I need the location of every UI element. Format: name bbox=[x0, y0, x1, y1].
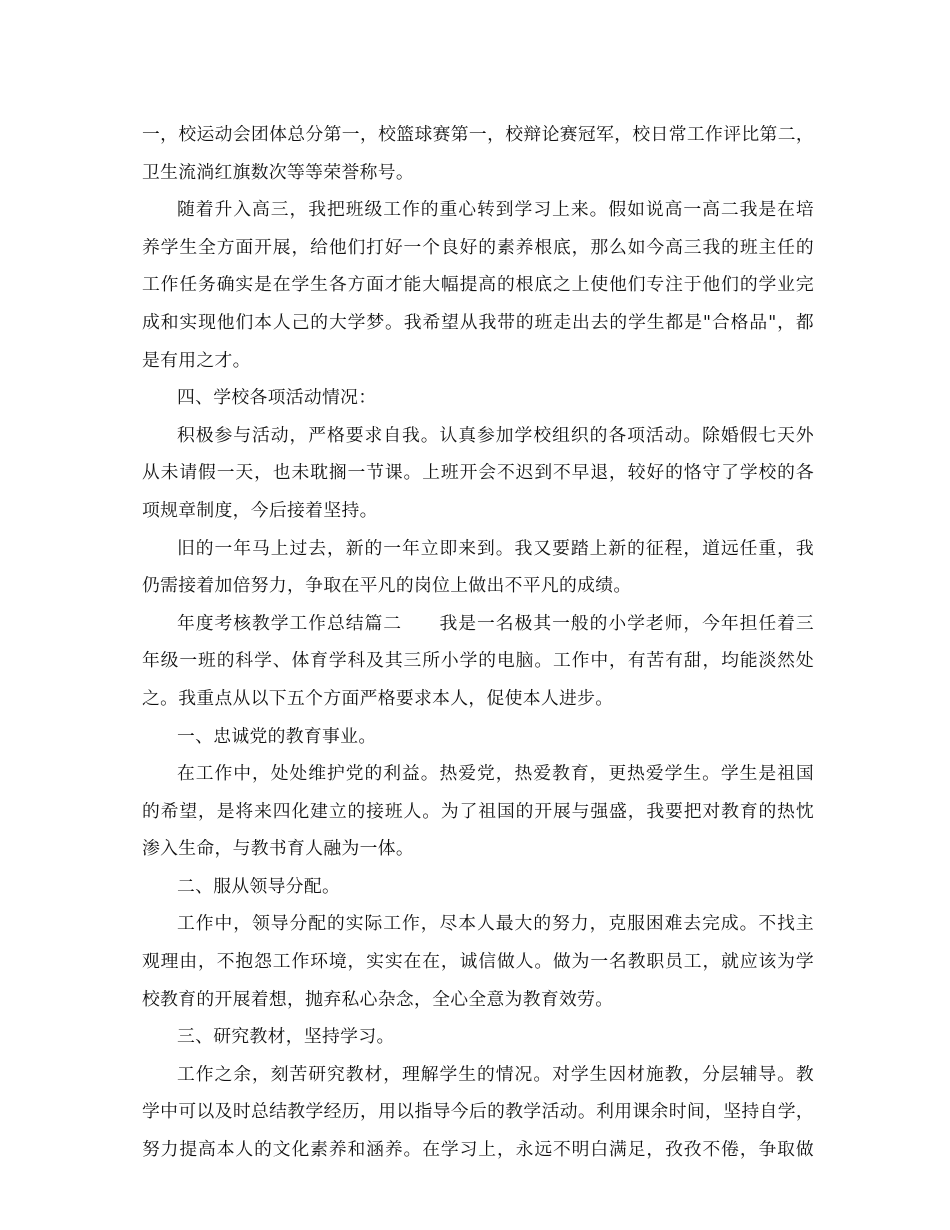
text-line: 四、学校各项活动情况： bbox=[177, 387, 377, 409]
text-line: 学中可以及时总结教学经历，用以指导今后的教学活动。利用课余时间，坚持自学， bbox=[142, 1101, 814, 1123]
text-line: 渗入生命，与教书育人融为一体。 bbox=[142, 838, 414, 860]
text-line: 随着升入高三，我把班级工作的重心转到学习上来。假如说高一高二我是在培 bbox=[177, 199, 814, 221]
text-line: 工作任务确实是在学生各方面才能大幅提高的根底之上使他们专注于他们的学业完 bbox=[142, 274, 814, 296]
text-line: 三、研究教材，坚持学习。 bbox=[177, 1026, 395, 1048]
text-line: 仍需接着加倍努力，争取在平凡的岗位上做出不平凡的成绩。 bbox=[142, 575, 632, 597]
text-line: 年级一班的科学、体育学科及其三所小学的电脑。工作中，有苦有甜，均能淡然处 bbox=[142, 650, 814, 672]
text-line: 努力提高本人的文化素养和涵养。在学习上，永远不明白满足，孜孜不倦，争取做 bbox=[142, 1139, 814, 1161]
document-body bbox=[142, 116, 814, 1169]
text-line: 校教育的开展着想，抛弃私心杂念，全心全意为教育效劳。 bbox=[142, 988, 614, 1010]
text-line: 积极参与活动，严格要求自我。认真参加学校组织的各项活动。除婚假七天外 bbox=[177, 424, 814, 446]
text-line: 工作之余，刻苦研究教材，理解学生的情况。对学生因材施教，分层辅导。教 bbox=[177, 1063, 814, 1085]
text-line: 工作中，领导分配的实际工作，尽本人最大的努力，克服困难去完成。不找主 bbox=[177, 913, 814, 935]
text-line: 养学生全方面开展，给他们打好一个良好的素养根底，那么如今高三我的班主任的 bbox=[142, 236, 814, 258]
text-line: 一，校运动会团体总分第一，校篮球赛第一，校辩论赛冠军，校日常工作评比第二， bbox=[142, 124, 814, 145]
text-line: 的希望，是将来四化建立的接班人。为了祖国的开展与强盛，我要把对教育的热忱 bbox=[142, 800, 814, 822]
text-line: 在工作中，处处维护党的利益。热爱党，热爱教育，更热爱学生。学生是祖国 bbox=[177, 763, 814, 785]
text-line: 是有用之才。 bbox=[142, 349, 251, 371]
text-line: 之。我重点从以下五个方面严格要求本人，促使本人进步。 bbox=[142, 687, 614, 709]
text-line: 卫生流淌红旗数次等等荣誉称号。 bbox=[142, 161, 414, 183]
text-line: 一、忠诚党的教育事业。 bbox=[177, 725, 377, 747]
text-line: 观理由，不抱怨工作环境，实实在在，诚信做人。做为一名教职员工，就应该为学 bbox=[142, 951, 814, 973]
text-line: 二、服从领导分配。 bbox=[177, 875, 341, 897]
text-line: 年度考核教学工作总结篇二 我是一名极其一般的小学老师，今年担任着三 bbox=[177, 612, 814, 634]
text-line: 旧的一年马上过去，新的一年立即来到。我又要踏上新的征程，道远任重，我 bbox=[177, 537, 814, 559]
text-line: 从未请假一天，也未耽搁一节课。上班开会不迟到不早退，较好的恪守了学校的各 bbox=[142, 462, 814, 484]
text-line: 项规章制度，今后接着坚持。 bbox=[142, 499, 378, 521]
text-line: 成和实现他们本人己的大学梦。我希望从我带的班走出去的学生都是"合格品"，都 bbox=[142, 311, 814, 333]
